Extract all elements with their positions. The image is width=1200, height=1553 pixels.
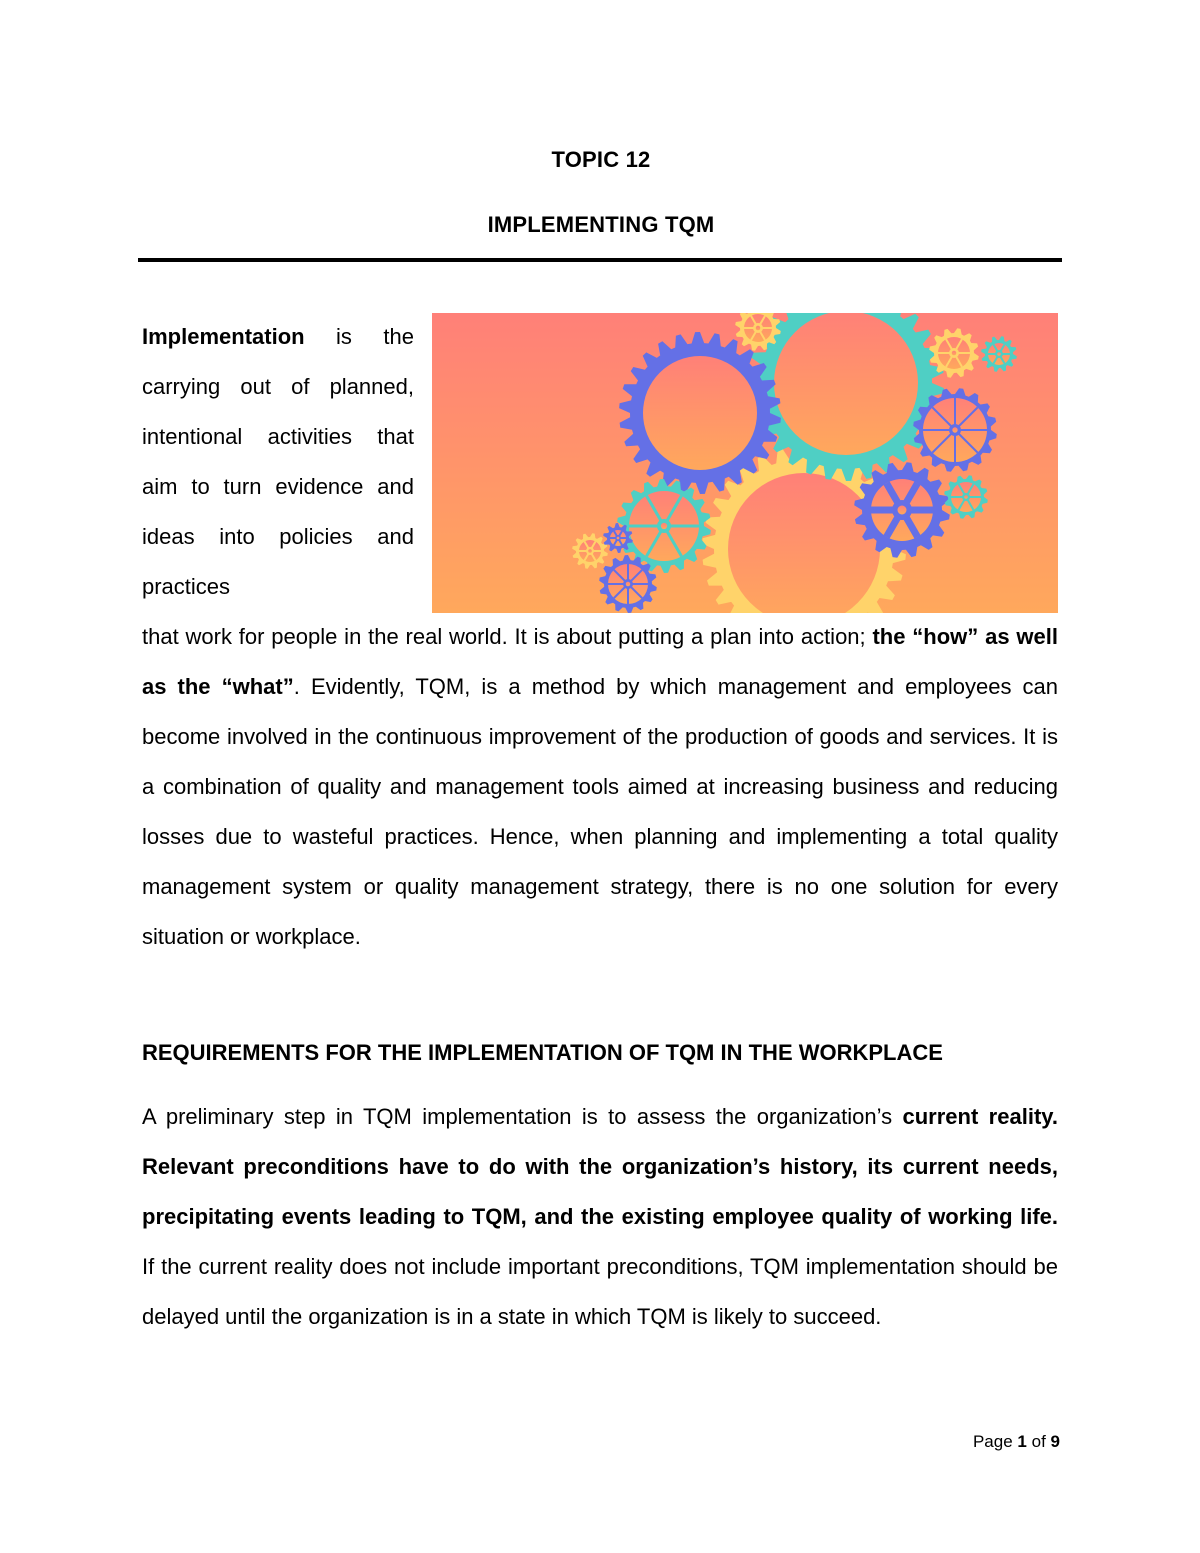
section-paragraph-part2: If the current reality does not include important preconditions, TQM implementation should be delayed until the organization is in a state in which TQM is likely to succeed.: [142, 1254, 1058, 1329]
intro-lead-lines: is the carrying out of planned, intentional activities that aim to turn evidence and ideas into policies and practices: [142, 324, 414, 599]
footer-page-number: 1: [1017, 1432, 1027, 1451]
intro-continuation: [142, 612, 1058, 962]
page-title: IMPLEMENTING TQM: [487, 212, 715, 237]
section-paragraph-bold: current reality. Relevant preconditions have to do with the organization’s history, its current needs, precipitating events leading to TQM, and the existing employee quality of working life.: [142, 1104, 1058, 1229]
gears-illustration: [432, 313, 1058, 613]
teal-gear-small-right: [981, 336, 1017, 372]
intro-lead-text: [142, 312, 414, 612]
yellow-gear-small-left: [572, 533, 608, 569]
teal-gear-small-right-2: [944, 475, 988, 519]
intro-term: Implementation: [142, 324, 305, 349]
intro-continuation-bold: the “how” as well as the “what”: [142, 624, 1058, 699]
intro-continuation-rest: . Evidently, TQM, is a method by which management and employees can become involved in the continuous improvement of the production of goods and services. It is a combination of quality and management tools aimed at increasing business and reducing losses due to wasteful practices. Hence, when planning and implementing a total quality management system or quality management strategy, there is no one solution for every situation or workplace.: [142, 674, 1059, 949]
page-footer: [900, 1432, 1060, 1452]
footer-of-word: of: [1031, 1432, 1046, 1451]
yellow-gear-small-2: [929, 328, 979, 378]
section-paragraph: [142, 1092, 1058, 1342]
title-divider: [138, 258, 1062, 262]
section-paragraph-part1: A preliminary step in TQM implementation is to assess the organization’s: [142, 1104, 893, 1129]
footer-total-pages: 9: [1050, 1432, 1060, 1451]
intro-continuation-plain: that work for people in the real world. It is about putting a plan into action;: [142, 624, 866, 649]
topic-label: TOPIC 12: [551, 147, 651, 172]
section-heading: REQUIREMENTS FOR THE IMPLEMENTATION OF TQM IN THE WORKPLACE: [142, 1040, 943, 1065]
footer-page-word: Page: [972, 1432, 1013, 1451]
